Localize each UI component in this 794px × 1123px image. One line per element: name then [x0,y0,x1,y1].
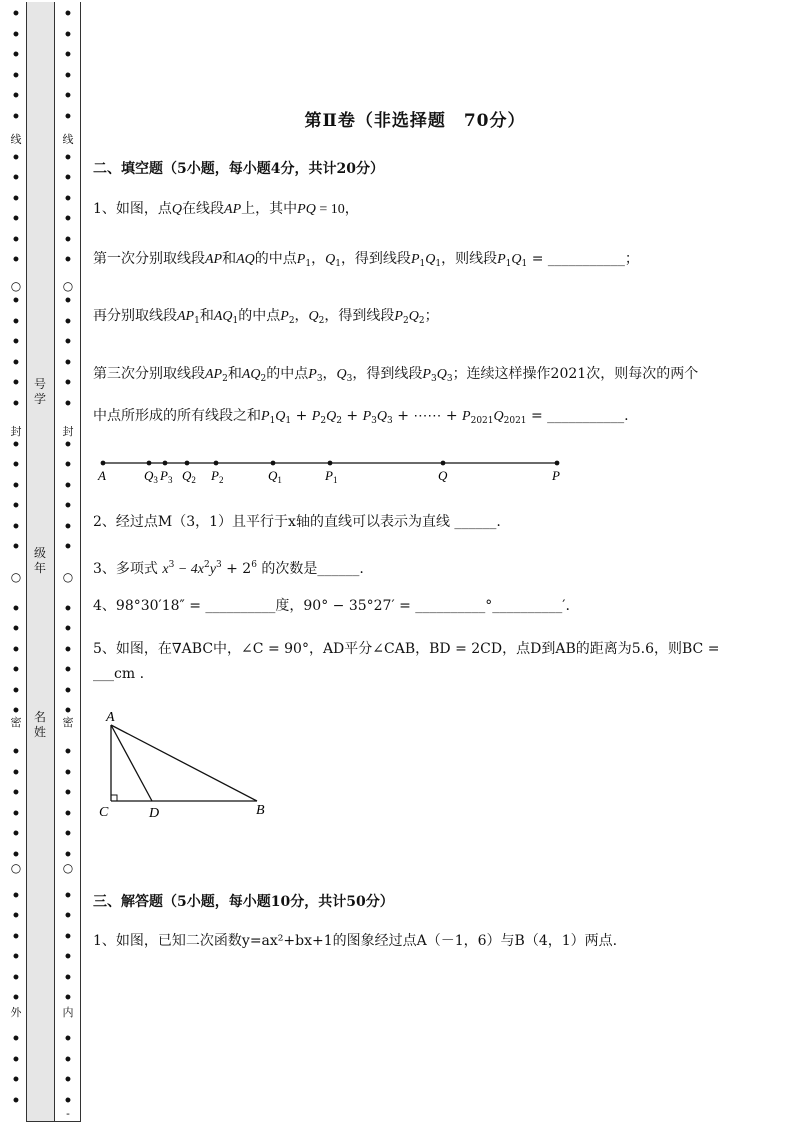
segment-points [97,461,560,485]
seal-dot: • [63,744,73,760]
seal-dot: • [63,395,73,412]
seal-dot: • [11,785,21,801]
label-char: 姓 [33,725,46,739]
math: AP [205,367,223,382]
seal-circle: ○ [62,570,74,584]
math: P [362,409,372,424]
label-char: 级 [33,546,46,560]
q1-line-1 [93,199,359,220]
seal-dot: • [11,252,21,268]
seal-dot: • [63,785,73,801]
q1-line-5 [93,406,629,431]
vertex-label-a: A [106,710,115,725]
label-char: 年 [33,561,46,575]
seal-dot: • [11,375,21,391]
text: ，得到线段 [352,366,423,382]
seal-dot: • [11,354,21,371]
seal-dot: • [11,908,21,924]
grade-label [30,546,50,576]
math: P [311,409,321,424]
seal-dot: • [11,928,21,945]
text: 第三次分别取线段 [93,366,205,382]
q2-line: 2、经过点M（3，1）且平行于x轴的直线可以表示为直线 ______. [93,514,501,530]
subscript: 2 [222,374,228,384]
q1-line-3 [93,306,439,331]
seal-dot: • [63,498,73,514]
seal-dot: • [11,293,21,309]
seal-dot: • [11,764,21,781]
text: ； [624,251,639,267]
seal-dot: • [11,682,21,699]
math-ap: AP [224,202,242,217]
plus: + [392,408,414,424]
text: ，得到线段 [340,251,411,267]
seal-dot: • [63,88,73,104]
segment-point-label: $Q_2$ [182,468,196,485]
seal-dot: • [11,949,21,965]
seal-dot: • [11,539,21,555]
seal-circle: ○ [62,279,74,293]
label-char [30,710,50,740]
seal-dot: • [63,928,73,945]
segment-point-label: $P_1$ [325,468,338,485]
math-q: Q [171,202,183,217]
binding-strip-bottom [26,1121,81,1122]
seal-dot: • [11,313,21,330]
seal-dot: • [11,67,21,84]
math: x [162,562,169,577]
page-title: 第Ⅱ卷（非选择题 70分） [304,111,526,131]
math: Q [436,367,447,382]
subscript: 1 [435,259,442,269]
seal-dot: • [63,354,73,371]
seal-dot: • [63,231,73,248]
q3-line [93,555,364,580]
subscript: 2 [288,316,295,326]
segment-point-label: $Q_3$ [144,468,158,485]
seal-char: 线 [10,133,22,146]
seal-dot: • [63,887,73,904]
seal-dot: • [11,231,21,248]
seal-dot: • [63,969,73,986]
text: 的中点 [254,251,297,267]
text: 和 [199,308,214,324]
seal-dot: • [63,990,73,1006]
math: − 4x [174,562,204,577]
seal-dot: • [63,1072,73,1088]
math: Q [336,367,347,382]
student-number-label [30,377,50,407]
segment-diagram [90,452,580,488]
math: P [280,309,289,324]
section3-q1-line: 1、如图，已知二次函数y=ax²+bx+1的图象经过点A（－1，6）与B（4，1）两点. [93,933,618,949]
math: Q [511,252,522,267]
seal-dot: • [63,662,73,678]
seal-dot: • [11,805,21,822]
seal-dot: • [63,190,73,207]
seal-dot: • [11,47,21,63]
label-char: 学 [33,392,46,406]
segment-point [147,461,152,466]
text: 1、如图，点 [93,201,172,217]
text: 上，其中 [241,201,298,217]
seal-dot: • [63,805,73,822]
seal-dot: • [11,149,21,166]
seal-dot: • [63,457,73,473]
math: Q [493,409,504,424]
text: 3、多项式 [93,561,163,577]
math: P [261,409,270,424]
subscript: 3 [446,374,453,384]
math: Q [275,409,286,424]
triangle-diagram [95,703,280,823]
seal-char: 密 [62,716,74,729]
subscript: 2 [320,416,327,426]
subscript: 3 [316,374,323,384]
seal-dot: • [11,170,21,186]
text: 中点所形成的所有线段之和 [93,408,261,424]
text: ， [344,201,359,217]
seal-dot: • [11,26,21,43]
seal-dot: • [11,477,21,494]
label-char: 号 [33,377,46,391]
seal-dot: • [63,949,73,965]
seal-dot: • [63,682,73,699]
vertex-label-d: D [149,806,160,821]
right-angle-mark [111,795,117,801]
math: Q [308,309,319,324]
seal-dot: • [11,457,21,473]
text: ， [311,251,326,267]
seal-dot: • [63,826,73,842]
q5-line-2: ___cm . [93,666,145,682]
text: 第一次分别取线段 [93,251,205,267]
segment-point [101,461,106,466]
segment-point [214,461,219,466]
seal-dot: • [11,703,21,719]
section-2-heading: 二、填空题（5小题，每小题4分，共计20分） [93,161,384,177]
side-ab [111,725,257,801]
math: P [462,409,471,424]
math: Q [408,309,419,324]
seal-dot: • [63,1092,73,1109]
seal-dot: • [63,170,73,186]
seal-circle: ○ [10,861,22,875]
math: y [209,562,216,577]
math: AQ [241,367,261,382]
subscript: 1 [521,259,528,269]
superscript: 3 [215,560,222,570]
seal-char: 外 [10,1006,22,1019]
text: 的中点 [266,366,309,382]
seal-dot: • [11,334,21,350]
seal-dot: • [63,47,73,63]
seal-dot: • [11,1092,21,1109]
subscript: 3 [371,416,377,426]
vertex-label-b: B [256,803,265,818]
seal-circle: ○ [62,861,74,875]
seal-dot: • [11,600,21,617]
seal-dot: • [63,108,73,125]
seal-end-mark: - [66,1107,70,1120]
name-label [30,710,50,740]
subscript: 1 [335,259,341,269]
section-3-heading: 三、解答题（5小题，每小题10分，共计50分） [93,894,394,910]
label-char [30,377,50,407]
seal-char: 密 [10,716,22,729]
math: AP [177,309,195,324]
math: AQ [236,252,255,267]
seal-dot: • [63,908,73,924]
subscript: 2021 [470,416,494,426]
text: ，得到线段 [324,308,395,324]
binding-inner-line [80,2,81,1121]
answer-blank[interactable]: = ___________ [527,251,625,267]
q4-line: 4、98°30′18″ = __________度，90° − 35°27′ = __________°__________′. [93,598,570,614]
text: 的中点 [238,308,281,324]
seal-dot: • [63,518,73,535]
q5-line-1: 5、如图，在∇ABC中，∠C = 90°，AD平分∠CAB，BD = 2CD，点D到AB的距离为5.6，则BC = [93,641,720,657]
ellipsis: ⋯⋯ [413,408,442,424]
seal-dot: • [63,703,73,719]
subscript: 1 [305,259,312,269]
subscript: 1 [269,416,276,426]
seal-dot: • [11,846,21,863]
subscript: 2 [336,416,342,426]
q1-line-2 [93,249,639,274]
seal-char: 线 [62,133,74,146]
segment-point [555,461,560,466]
seal-dot: • [63,26,73,43]
text: 的次数是______. [256,561,364,577]
seal-dot: • [11,969,21,986]
text: 在线段 [182,201,225,217]
text: ， [294,308,309,324]
math: P [296,252,306,267]
seal-dot: • [63,293,73,309]
text: 和 [227,366,242,382]
seal-dot: • [63,334,73,350]
seal-dot: • [11,211,21,227]
subscript: 3 [430,374,437,384]
seal-dot: • [11,108,21,125]
subscript: 3 [346,374,353,384]
subscript: 2021 [503,416,527,426]
math: P [308,367,317,382]
plus: + [441,408,463,424]
seal-circle: ○ [10,570,22,584]
seal-dot: • [11,826,21,842]
math: Q [376,409,388,424]
subscript: 2 [418,316,425,326]
seal-dot: • [11,990,21,1006]
math: AP [205,252,223,267]
seal-dot: • [11,190,21,207]
segment-point-label: $Q_1$ [268,468,282,485]
math: P [422,367,431,382]
superscript: 3 [168,560,175,570]
subscript: 2 [318,316,325,326]
seal-dot: • [63,1031,73,1047]
subscript: 3 [387,416,393,426]
subscript: 1 [505,259,512,269]
seal-circle: ○ [10,279,22,293]
math: P [410,252,420,267]
math: Q [425,252,436,267]
subscript: 1 [194,316,200,326]
seal-dot: • [63,313,73,330]
seal-dot: • [11,6,21,22]
text: ；连续这样操作2021次，则每次的两个 [452,366,699,382]
plus: + [291,408,312,424]
segment-point [185,461,190,466]
subscript: 2 [402,316,409,326]
seal-dot: • [63,764,73,781]
segment-point [441,461,446,466]
seal-dot: • [63,846,73,863]
segment-point-label: $P_3$ [160,468,173,485]
seal-dot: • [11,744,21,760]
segment-point [328,461,333,466]
answer-blank[interactable]: = ___________. [526,408,629,424]
superscript: 2 [203,560,210,570]
seal-dot: • [63,67,73,84]
seal-dot: • [11,518,21,535]
seal-char: 内 [62,1006,74,1019]
segment-point-label: A [98,468,106,483]
seal-dot: • [11,1072,21,1088]
subscript: 1 [232,316,239,326]
text: ，则线段 [441,251,498,267]
segment-point-label: P [552,468,560,483]
segment-point-label: Q [438,468,448,483]
text: 和 [222,251,237,267]
seal-dot: • [11,641,21,658]
seal-dot: • [11,621,21,637]
seal-dot: • [63,1051,73,1068]
seal-dot: • [11,436,21,453]
subscript: 1 [285,416,292,426]
seal-char: 封 [62,425,74,438]
superscript: 6 [251,560,257,570]
label-char [30,546,50,576]
seal-dot: • [63,211,73,227]
vertex-label-c: C [99,805,109,820]
math: Q [325,252,336,267]
seal-dot: • [63,477,73,494]
seal-dot: • [11,395,21,412]
seal-dot: • [11,498,21,514]
text: ； [424,308,439,324]
seal-dot: • [63,375,73,391]
text: 再分别取线段 [93,308,177,324]
seal-dot: • [63,641,73,658]
subscript: 2 [260,374,267,384]
seal-dot: • [63,252,73,268]
seal-dot: • [63,6,73,22]
math-eq: = 10 [315,202,345,217]
math-pq: PQ [297,202,316,217]
plus: + [341,408,363,424]
q1-line-4 [93,364,698,389]
text: + 2 [221,561,252,577]
seal-dot: • [11,1031,21,1047]
seal-dot: • [63,621,73,637]
math: AQ [213,309,233,324]
segment-point-label: $P_2$ [211,468,224,485]
math: Q [326,409,337,424]
seal-dot: • [63,149,73,166]
math: P [497,252,506,267]
seal-dot: • [63,600,73,617]
text: ， [322,366,337,382]
label-char: 名 [33,710,46,724]
seal-dot: • [11,887,21,904]
seal-char: 封 [10,425,22,438]
seal-dot: • [63,436,73,453]
subscript: 1 [419,259,426,269]
seal-dot: • [11,662,21,678]
segment-point [163,461,168,466]
segment-point [271,461,276,466]
seal-dot: • [11,1051,21,1068]
math: P [394,309,403,324]
seal-dot: • [11,88,21,104]
seal-dot: • [63,539,73,555]
